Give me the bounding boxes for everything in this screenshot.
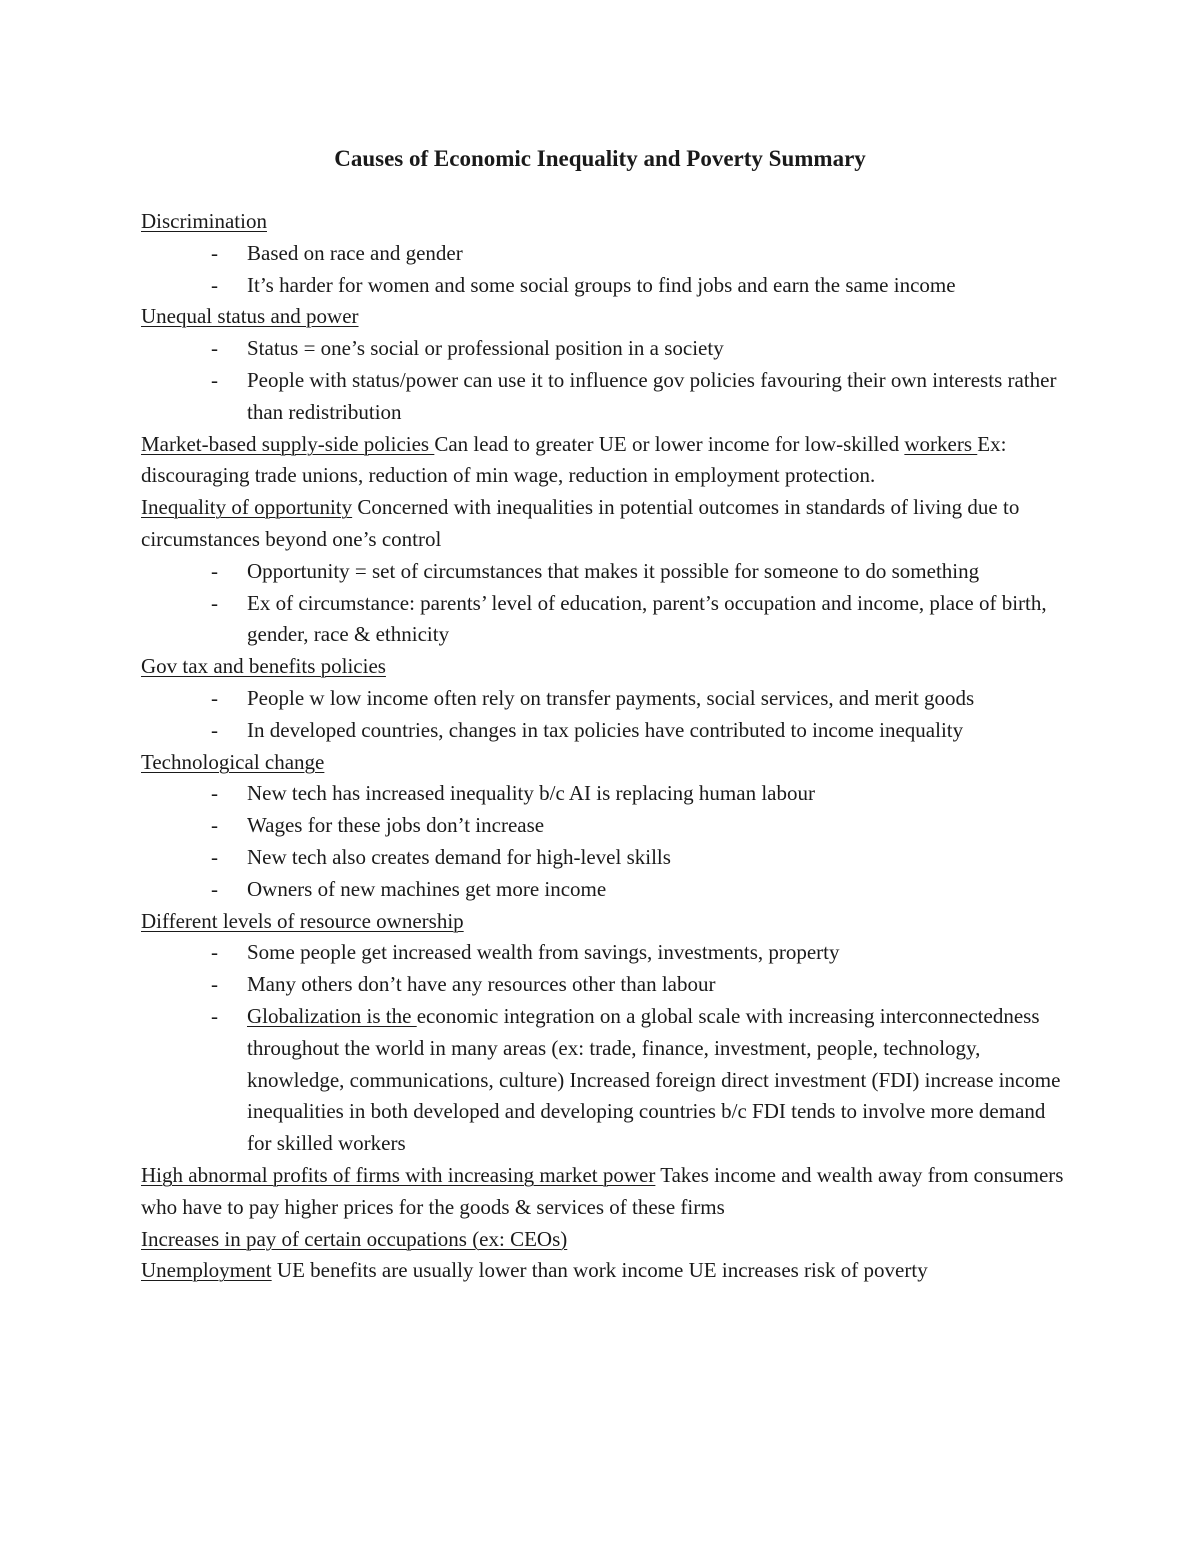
list-item-text: Ex of circumstance: parents’ level of education, parent’s occupation and income, place of birth, gender, race & ethnicity	[247, 590, 1047, 647]
dash-marker: -	[211, 240, 218, 265]
heading-tech: Technological change	[141, 749, 325, 774]
section-opportunity	[141, 492, 1071, 556]
paragraph-text: Can lead to greater UE or lower income for low-skilled	[434, 431, 905, 456]
list-tech	[141, 778, 1071, 905]
section-resources	[141, 906, 1071, 938]
heading-gov-tax: Gov tax and benefits policies	[141, 654, 386, 679]
heading-opportunity: Inequality of opportunity	[141, 495, 353, 520]
heading-discrimination: Discrimination	[141, 209, 267, 233]
list-item	[141, 715, 1071, 747]
heading-pay: Increases in pay of certain occupations (ex: CEOs)	[141, 1226, 568, 1251]
paragraph-text: Ex: discouraging trade unions, reduction of min wage, reduction in employment protection.	[141, 431, 1007, 488]
dash-marker: -	[211, 717, 218, 742]
section-status-power	[141, 301, 1071, 333]
section-pay	[141, 1224, 1071, 1256]
list-item	[141, 683, 1071, 715]
list-item-globalization	[141, 1001, 1071, 1160]
list-item-text: In developed countries, changes in tax policies have contributed to income inequality	[247, 717, 964, 742]
list-item	[141, 556, 1071, 588]
list-item	[141, 270, 1071, 302]
section-profits	[141, 1160, 1071, 1224]
list-discrimination	[141, 238, 1071, 302]
heading-market-supply: Market-based supply-side policies	[141, 431, 435, 456]
dash-marker: -	[211, 590, 218, 615]
section-tech	[141, 747, 1071, 779]
list-item	[141, 969, 1071, 1001]
list-item	[141, 333, 1071, 365]
dash-marker: -	[211, 685, 218, 710]
section-gov-tax	[141, 651, 1071, 683]
list-item-text: Some people get increased wealth from savings, investments, property	[247, 940, 840, 965]
list-item	[141, 842, 1071, 874]
document-body	[141, 206, 1071, 1287]
dash-marker: -	[211, 558, 218, 583]
list-item-text: Based on race and gender	[247, 240, 463, 265]
list-item-text: New tech also creates demand for high-level skills	[247, 844, 671, 869]
list-gov-tax	[141, 683, 1071, 747]
list-item	[141, 937, 1071, 969]
heading-profits: High abnormal profits of firms with increasing market power	[141, 1162, 656, 1187]
section-market-supply	[141, 429, 1071, 493]
paragraph-text: Takes income and wealth away from consumers who have to pay higher prices for the goods & services of these firms	[141, 1162, 1064, 1219]
dash-marker: -	[211, 367, 218, 392]
dash-marker: -	[211, 1003, 218, 1028]
list-item	[141, 874, 1071, 906]
section-unemployment	[141, 1255, 1071, 1287]
dash-marker: -	[211, 876, 218, 901]
list-item-text: People w low income often rely on transfer payments, social services, and merit goods	[247, 685, 975, 710]
list-item	[141, 778, 1071, 810]
list-item	[141, 588, 1071, 652]
list-item-text: New tech has increased inequality b/c AI is replacing human labour	[247, 781, 815, 806]
list-item-text: It’s harder for women and some social groups to find jobs and earn the same income	[247, 272, 956, 297]
underlined-text: workers	[904, 431, 978, 456]
list-item-text: Status = one’s social or professional position in a society	[247, 336, 724, 361]
list-item-text: Opportunity = set of circumstances that makes it possible for someone to do something	[247, 558, 980, 583]
dash-marker: -	[211, 972, 218, 997]
section-discrimination	[141, 206, 1071, 238]
list-item-text: Many others don’t have any resources other than labour	[247, 972, 716, 997]
heading-resources: Different levels of resource ownership	[141, 908, 464, 933]
dash-marker: -	[211, 940, 218, 965]
paragraph-text: Concerned with inequalities in potential outcomes in standards of living due to circumstances beyond one’s control	[141, 495, 1020, 551]
paragraph-text: UE benefits are usually lower than work income UE increases risk of poverty	[271, 1258, 928, 1283]
dash-marker: -	[211, 813, 218, 838]
dash-marker: -	[211, 844, 218, 869]
dash-marker: -	[211, 336, 218, 361]
list-status-power	[141, 333, 1071, 428]
list-item	[141, 365, 1071, 429]
heading-unemployment: Unemployment	[141, 1258, 272, 1283]
globalization-underlined: Globalization is the	[247, 1003, 417, 1028]
heading-status-power: Unequal status and power	[141, 304, 359, 329]
list-item	[141, 238, 1071, 270]
dash-marker: -	[211, 781, 218, 806]
list-item-text: Owners of new machines get more income	[247, 876, 607, 901]
list-item-text: economic integration on a global scale with increasing interconnectedness throughout the world in many areas (ex: trade, finance, investment, people, technology, knowledge, communications, culture) Increased foreign direct investment (FDI) increase income inequalities in both developed and developing countries b/c FDI tends to involve more demand for skilled workers	[247, 1003, 1061, 1156]
list-item-text: Wages for these jobs don’t increase	[247, 813, 545, 838]
list-opportunity	[141, 556, 1071, 651]
list-item-text: People with status/power can use it to influence gov policies favouring their own interests rather than redistribution	[247, 367, 1057, 424]
dash-marker: -	[211, 272, 218, 297]
list-item	[141, 810, 1071, 842]
list-resources	[141, 937, 1071, 1160]
document-title: Causes of Economic Inequality and Poverty Summary	[334, 146, 866, 171]
